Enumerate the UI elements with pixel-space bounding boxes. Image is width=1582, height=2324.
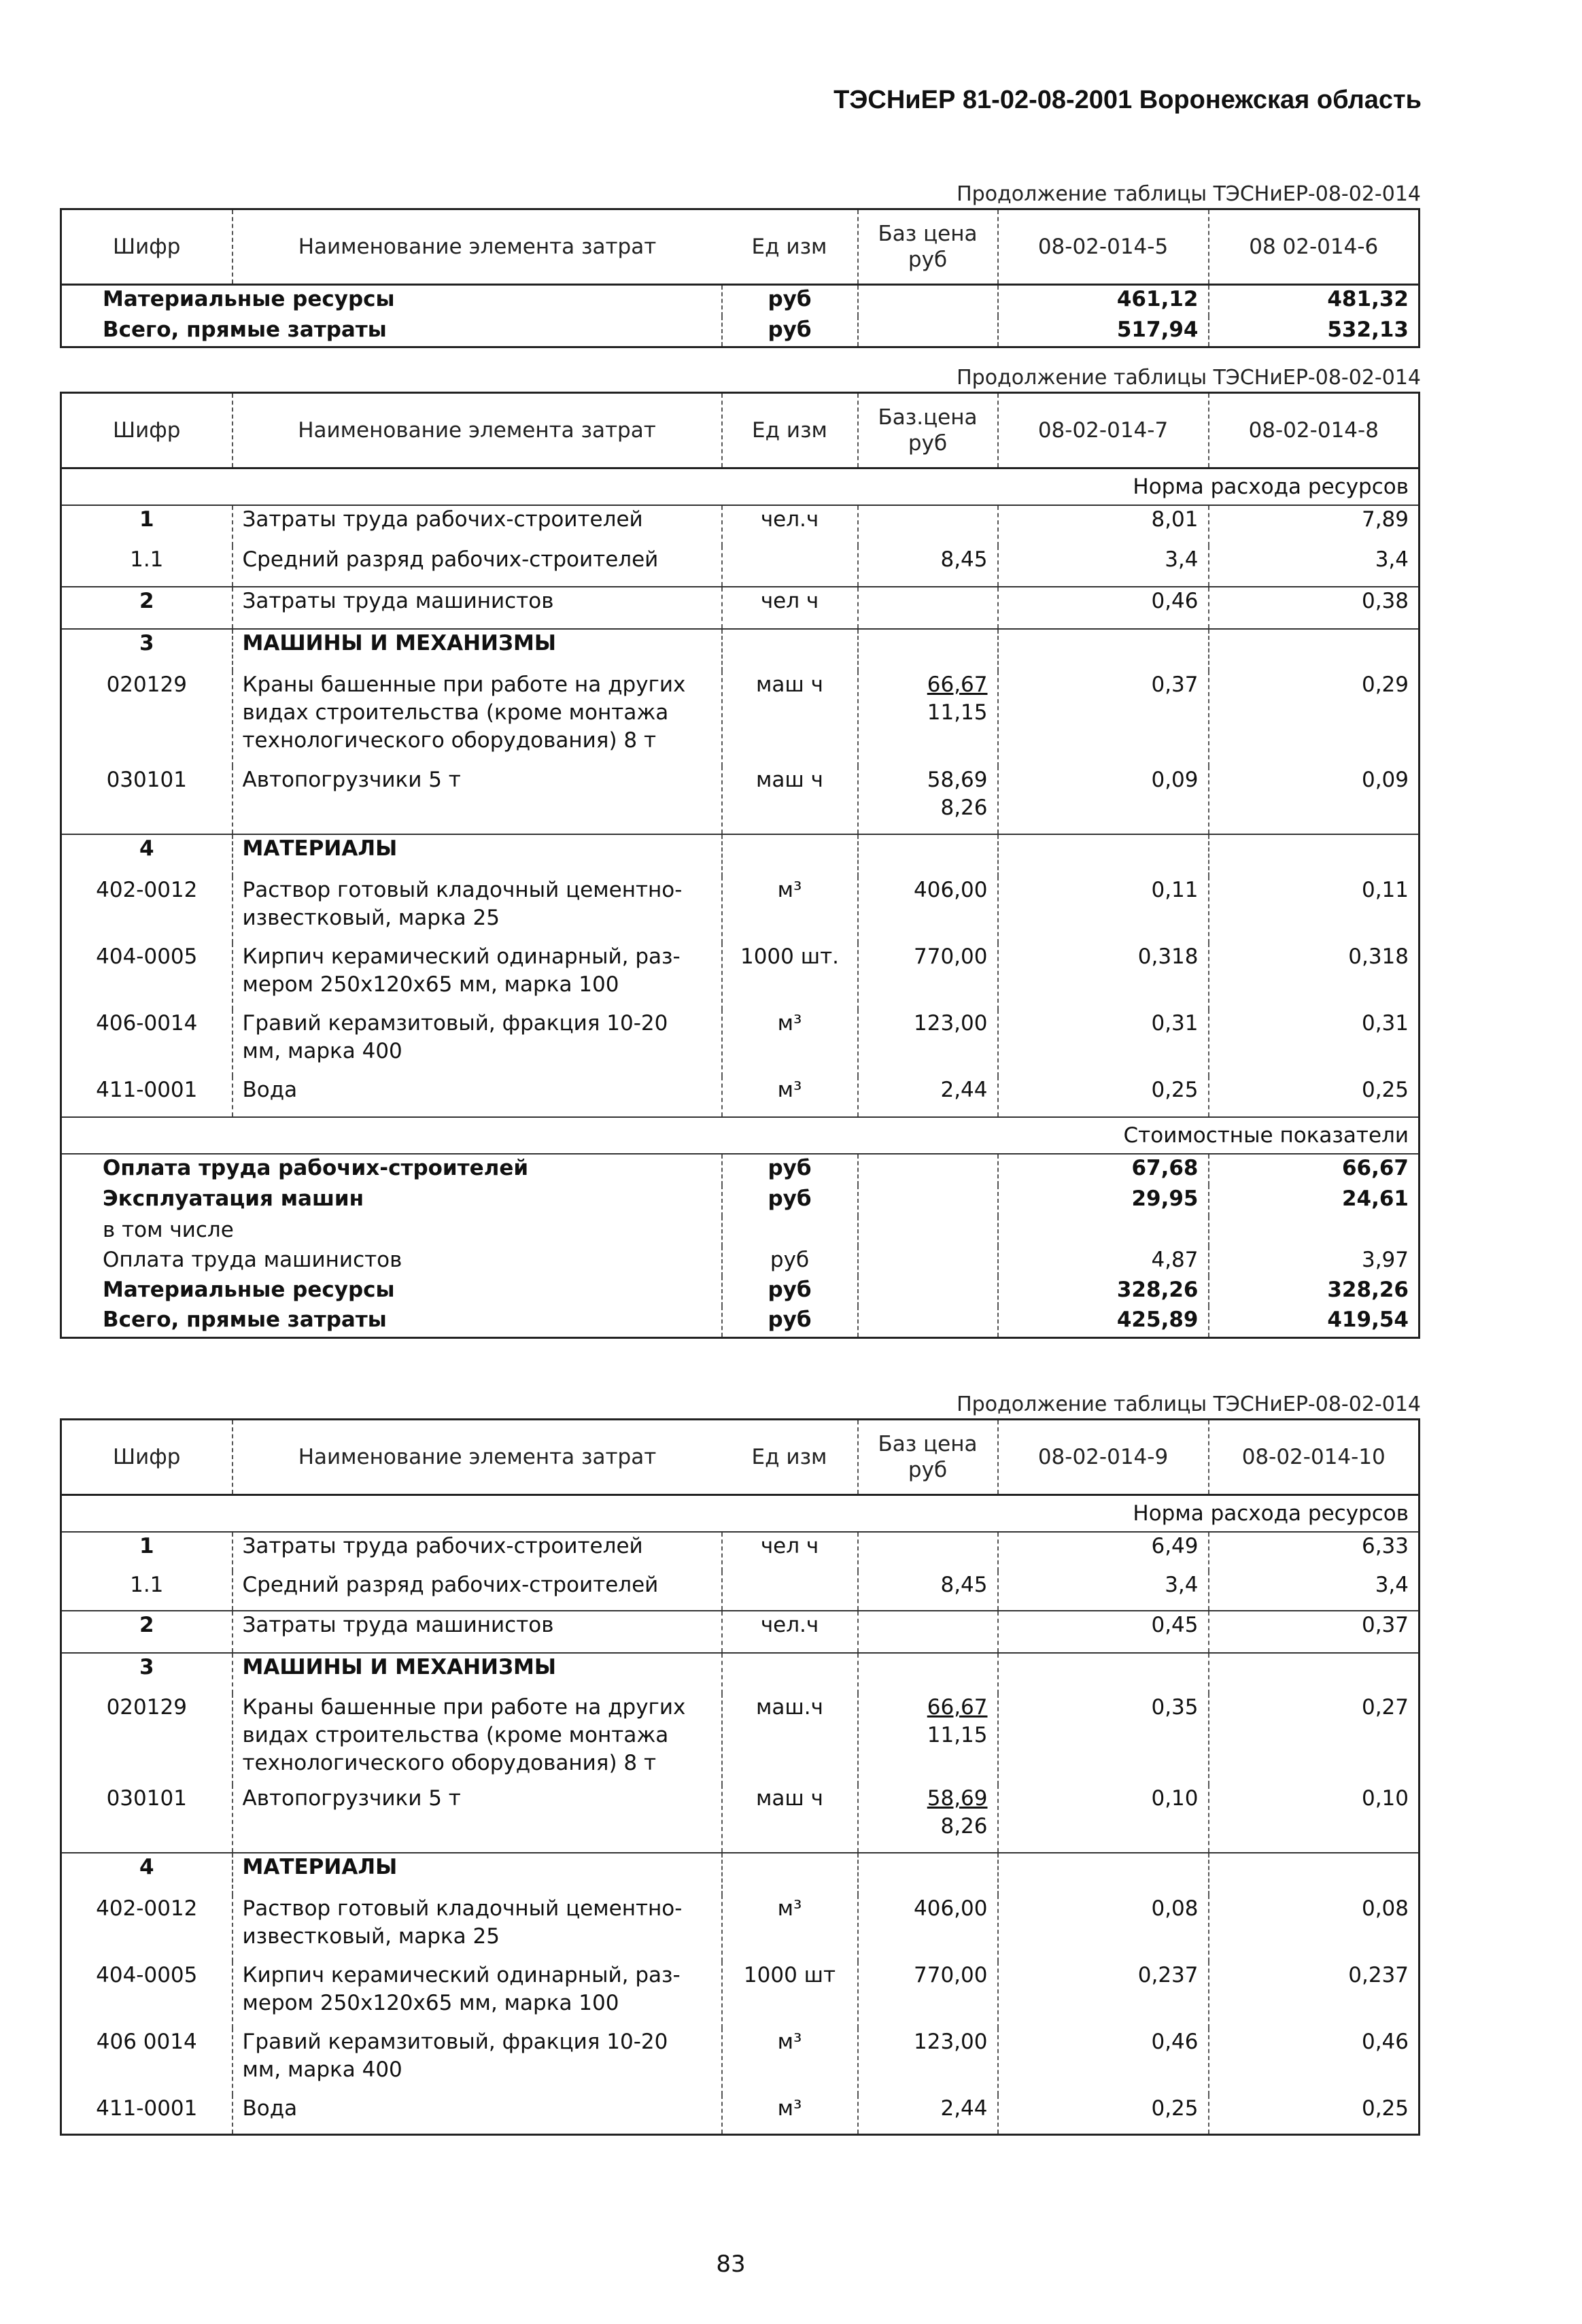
row-name: Материальные ресурсы: [103, 1278, 395, 1302]
row-price: 58,69 8,26: [858, 766, 998, 834]
cost-label-row: [61, 1117, 1420, 1154]
row-value-1: 328,26: [998, 1276, 1209, 1306]
header-col6: 08-02-014-10: [1209, 1420, 1420, 1495]
row-value-2: 0,29: [1209, 671, 1420, 766]
row-value-1: 0,318: [998, 943, 1209, 1010]
section-row: [61, 1653, 1420, 1694]
row-value-2: 66,67: [1209, 1154, 1420, 1185]
section-code: 3: [61, 629, 233, 671]
row-code: 402-0012: [96, 878, 198, 902]
row-price: 123,00: [858, 1010, 998, 1076]
row-code: 411-0001: [96, 2096, 198, 2121]
header-price: Баз цена руб: [858, 1420, 998, 1495]
header-name: Наименование элемента затрат: [233, 393, 722, 468]
row-code: 020129: [106, 672, 187, 697]
row-name: Раствор готовый кладочный цементно- известковый, марка 25: [233, 1895, 722, 1962]
norm-label-row: [61, 468, 1420, 506]
row-value-2: 0,10: [1209, 1785, 1420, 1853]
norm-label-row: [61, 1495, 1420, 1533]
row-unit: маш ч: [722, 1785, 858, 1853]
row-name: Кирпич керамический одинарный, раз- мером 250x120x65 мм, марка 100: [233, 943, 722, 1010]
row-value-2: 0,46: [1209, 2028, 1420, 2095]
row-price: 58,69 8,26: [858, 1785, 998, 1853]
row-unit: руб: [722, 1306, 858, 1337]
section-title: МАШИНЫ И МЕХАНИЗМЫ: [233, 629, 722, 671]
row-unit: м³: [722, 876, 858, 943]
row-value-1: 3,4: [998, 1571, 1209, 1611]
row-name: Гравий керамзитовый, фракция 10-20 мм, марка 400: [233, 2028, 722, 2095]
table-row: [61, 1895, 1420, 1962]
row-price: [858, 587, 998, 629]
row-code: 1.1: [130, 1573, 164, 1597]
row-price: 66,67 11,15: [858, 671, 998, 766]
row-unit: руб: [722, 285, 858, 316]
row-unit: 1000 шт: [722, 1962, 858, 2028]
table-row: [61, 1785, 1420, 1853]
row-price: 8,45: [858, 1571, 998, 1611]
row-value-2: 0,38: [1209, 587, 1420, 629]
row-value-2: 0,27: [1209, 1694, 1420, 1785]
row-code: 404-0005: [96, 944, 198, 969]
table-row: [61, 876, 1420, 943]
header-price: Баз цена руб: [858, 209, 998, 285]
row-value-2: 328,26: [1209, 1276, 1420, 1306]
row-unit: чел ч: [722, 1532, 858, 1571]
row-code: 020129: [106, 1695, 187, 1720]
table-row: [61, 2095, 1420, 2134]
row-value-2: 3,97: [1209, 1246, 1420, 1276]
row-value-2: 419,54: [1209, 1306, 1420, 1337]
header-code: Шифр: [61, 1420, 233, 1495]
row-code: 402-0012: [96, 1896, 198, 1921]
section-row: [61, 1853, 1420, 1895]
row-value-2: 0,25: [1209, 2095, 1420, 2134]
row-price: 66,67 11,15: [858, 1694, 998, 1785]
row-price: [858, 316, 998, 347]
row-name: Краны башенные при работе на других видах строительства (кроме монтажа технологического оборудования) 8 т: [233, 1694, 722, 1785]
row-value-2: 481,32: [1209, 285, 1420, 316]
row-unit: маш ч: [722, 671, 858, 766]
header-col6: 08-02-014-8: [1209, 393, 1420, 468]
row-price: [858, 505, 998, 546]
row-name: Материальные ресурсы: [103, 287, 395, 311]
row-unit: руб: [722, 1154, 858, 1185]
row-name: Кирпич керамический одинарный, раз- мером 250x120x65 мм, марка 100: [233, 1962, 722, 2028]
row-value-1: 4,87: [998, 1246, 1209, 1276]
row-unit: м³: [722, 2028, 858, 2095]
row-name: Гравий керамзитовый, фракция 10-20 мм, марка 400: [233, 1010, 722, 1076]
table-row: [61, 766, 1420, 834]
row-name: Автопогрузчики 5 т: [233, 1785, 722, 1853]
table-row: [61, 1010, 1420, 1076]
page-number: 83: [716, 2251, 746, 2278]
row-value-2: 3,4: [1209, 546, 1420, 587]
row-price: 770,00: [858, 943, 998, 1010]
row-unit: руб: [722, 1185, 858, 1216]
row-value-1: 517,94: [998, 316, 1209, 347]
header-col5: 08-02-014-9: [998, 1420, 1209, 1495]
row-name: Вода: [233, 2095, 722, 2134]
section-row: [61, 629, 1420, 671]
header-col5: 08-02-014-5: [998, 209, 1209, 285]
row-unit: м³: [722, 2095, 858, 2134]
row-name: Средний разряд рабочих-строителей: [233, 546, 722, 587]
row-code: 2: [61, 1611, 233, 1653]
row-value-1: 8,01: [998, 505, 1209, 546]
section-row: [61, 834, 1420, 876]
table1-continuation-label: Продолжение таблицы ТЭСНиЕР-08-02-014: [957, 182, 1421, 206]
row-name: Средний разряд рабочих-строителей: [233, 1571, 722, 1611]
row-code: 404-0005: [96, 1963, 198, 1987]
row-value-1: 0,45: [998, 1611, 1209, 1653]
table-row: [61, 1611, 1420, 1653]
row-code: 030101: [106, 1786, 187, 1811]
row-unit: чел.ч: [722, 1611, 858, 1653]
header-col6: 08 02-014-6: [1209, 209, 1420, 285]
row-price: 2,44: [858, 2095, 998, 2134]
table-row: [61, 1694, 1420, 1785]
row-name: Затраты труда рабочих-строителей: [233, 1532, 722, 1571]
document-title: ТЭСНиЕР 81-02-08-2001 Воронежская область: [833, 86, 1422, 114]
row-name: Раствор готовый кладочный цементно- известковый, марка 25: [233, 876, 722, 943]
row-value-2: 0,08: [1209, 1895, 1420, 1962]
table3-header-row: [61, 1420, 1420, 1495]
row-code: 2: [61, 587, 233, 629]
row-value-2: 0,237: [1209, 1962, 1420, 2028]
row-value-1: 461,12: [998, 285, 1209, 316]
row-value-1: 0,46: [998, 2028, 1209, 2095]
table-row: [61, 1076, 1420, 1117]
row-name: Всего, прямые затраты: [103, 317, 387, 342]
table-row: [61, 1962, 1420, 2028]
section-code: 3: [61, 1653, 233, 1694]
row-price: 2,44: [858, 1076, 998, 1117]
section-code: 4: [61, 1853, 233, 1895]
row-value-1: 0,237: [998, 1962, 1209, 2028]
row-value-2: 24,61: [1209, 1185, 1420, 1216]
row-price: 406,00: [858, 1895, 998, 1962]
table-row: [61, 546, 1420, 587]
norm-label: Норма расхода ресурсов: [1133, 474, 1409, 499]
section-title: МАТЕРИАЛЫ: [233, 1853, 722, 1895]
table2-header-row: [61, 393, 1420, 468]
table1: [60, 208, 1420, 348]
row-unit: маш.ч: [722, 1694, 858, 1785]
row-name: Затраты труда рабочих-строителей: [233, 505, 722, 546]
row-name: Оплата труда рабочих-строителей: [61, 1154, 722, 1185]
row-value-1: 29,95: [998, 1185, 1209, 1216]
row-name: Затраты труда машинистов: [233, 587, 722, 629]
row-code: 406-0014: [96, 1011, 198, 1036]
cost-row: [61, 1185, 1420, 1216]
row-value-2: 3,4: [1209, 1571, 1420, 1611]
table-row: [61, 1571, 1420, 1611]
row-value-1: 0,08: [998, 1895, 1209, 1962]
row-value-1: 67,68: [998, 1154, 1209, 1185]
cost-row: [61, 1306, 1420, 1337]
cost-row: [61, 1154, 1420, 1185]
section-code: 4: [61, 834, 233, 876]
header-unit: Ед изм: [722, 393, 858, 468]
table-row: [61, 671, 1420, 766]
header-name: Наименование элемента затрат: [233, 1420, 722, 1495]
row-value-2: 0,318: [1209, 943, 1420, 1010]
row-code: 411-0001: [96, 1078, 198, 1102]
row-value-2: 0,37: [1209, 1611, 1420, 1653]
row-unit: м³: [722, 1010, 858, 1076]
row-value-1: 0,37: [998, 671, 1209, 766]
row-value-2: 0,25: [1209, 1076, 1420, 1117]
table-row: [61, 316, 1420, 347]
row-code: 1.1: [130, 547, 164, 572]
row-value-1: 0,25: [998, 2095, 1209, 2134]
row-value-1: 6,49: [998, 1532, 1209, 1571]
table-row: [61, 943, 1420, 1010]
row-unit: 1000 шт.: [722, 943, 858, 1010]
row-value-2: 0,31: [1209, 1010, 1420, 1076]
cost-row: [61, 1216, 1420, 1246]
row-price: 770,00: [858, 1962, 998, 2028]
row-value-1: 0,25: [998, 1076, 1209, 1117]
row-unit: маш ч: [722, 766, 858, 834]
header-price: Баз.цена руб: [858, 393, 998, 468]
row-value-1: 0,35: [998, 1694, 1209, 1785]
row-code: 406 0014: [96, 2030, 197, 2054]
row-unit: м³: [722, 1895, 858, 1962]
row-value-2: 7,89: [1209, 505, 1420, 546]
row-value-2: 6,33: [1209, 1532, 1420, 1571]
row-price: 8,45: [858, 546, 998, 587]
row-value-1: 0,46: [998, 587, 1209, 629]
norm-label: Норма расхода ресурсов: [1133, 1501, 1409, 1526]
row-name: Всего, прямые затраты: [103, 1308, 387, 1332]
section-title: МАТЕРИАЛЫ: [233, 834, 722, 876]
row-unit: м³: [722, 1076, 858, 1117]
cost-row: [61, 1276, 1420, 1306]
table-row: [61, 285, 1420, 316]
row-value-2: 532,13: [1209, 316, 1420, 347]
row-name: Затраты труда машинистов: [233, 1611, 722, 1653]
row-name: Оплата труда машинистов: [103, 1248, 402, 1272]
row-unit: руб: [722, 316, 858, 347]
row-unit: [722, 1571, 858, 1611]
row-unit: чел ч: [722, 587, 858, 629]
table-row: [61, 505, 1420, 546]
row-price: 123,00: [858, 2028, 998, 2095]
row-value-2: 0,11: [1209, 876, 1420, 943]
row-name: Эксплуатация машин: [103, 1186, 364, 1211]
row-price: [858, 1532, 998, 1571]
table3: [60, 1418, 1420, 2136]
header-code: Шифр: [61, 393, 233, 468]
row-value-2: 0,09: [1209, 766, 1420, 834]
row-name: в том числе: [103, 1218, 234, 1242]
row-value-1: 0,31: [998, 1010, 1209, 1076]
row-unit: чел.ч: [722, 505, 858, 546]
row-price: 406,00: [858, 876, 998, 943]
header-code: Шифр: [61, 209, 233, 285]
table1-header-row: [61, 209, 1420, 285]
row-unit: руб: [722, 1246, 858, 1276]
header-unit: Ед изм: [722, 209, 858, 285]
table3-continuation-label: Продолжение таблицы ТЭСНиЕР-08-02-014: [957, 1392, 1421, 1416]
row-value-1: 0,10: [998, 1785, 1209, 1853]
cost-label: Стоимостные показатели: [61, 1117, 1420, 1154]
row-name: Вода: [233, 1076, 722, 1117]
row-name: Автопогрузчики 5 т: [233, 766, 722, 834]
row-price: [858, 1611, 998, 1653]
row-unit: руб: [722, 1276, 858, 1306]
row-price: [858, 285, 998, 316]
row-value-1: 3,4: [998, 546, 1209, 587]
table2-continuation-label: Продолжение таблицы ТЭСНиЕР-08-02-014: [957, 366, 1421, 390]
header-col5: 08-02-014-7: [998, 393, 1209, 468]
row-name: Краны башенные при работе на других видах строительства (кроме монтажа технологического оборудования) 8 т: [233, 671, 722, 766]
cost-row: [61, 1246, 1420, 1276]
section-title: МАШИНЫ И МЕХАНИЗМЫ: [233, 1653, 722, 1694]
table2: [60, 392, 1420, 1339]
table-row: [61, 2028, 1420, 2095]
table-row: [61, 1532, 1420, 1571]
table-row: [61, 587, 1420, 629]
row-code: 1: [61, 505, 233, 546]
row-code: 1: [61, 1532, 233, 1571]
row-unit: [722, 546, 858, 587]
header-name: Наименование элемента затрат: [233, 209, 722, 285]
row-code: 030101: [106, 768, 187, 792]
row-value-1: 0,09: [998, 766, 1209, 834]
row-value-1: 0,11: [998, 876, 1209, 943]
header-unit: Ед изм: [722, 1420, 858, 1495]
row-value-1: 425,89: [998, 1306, 1209, 1337]
